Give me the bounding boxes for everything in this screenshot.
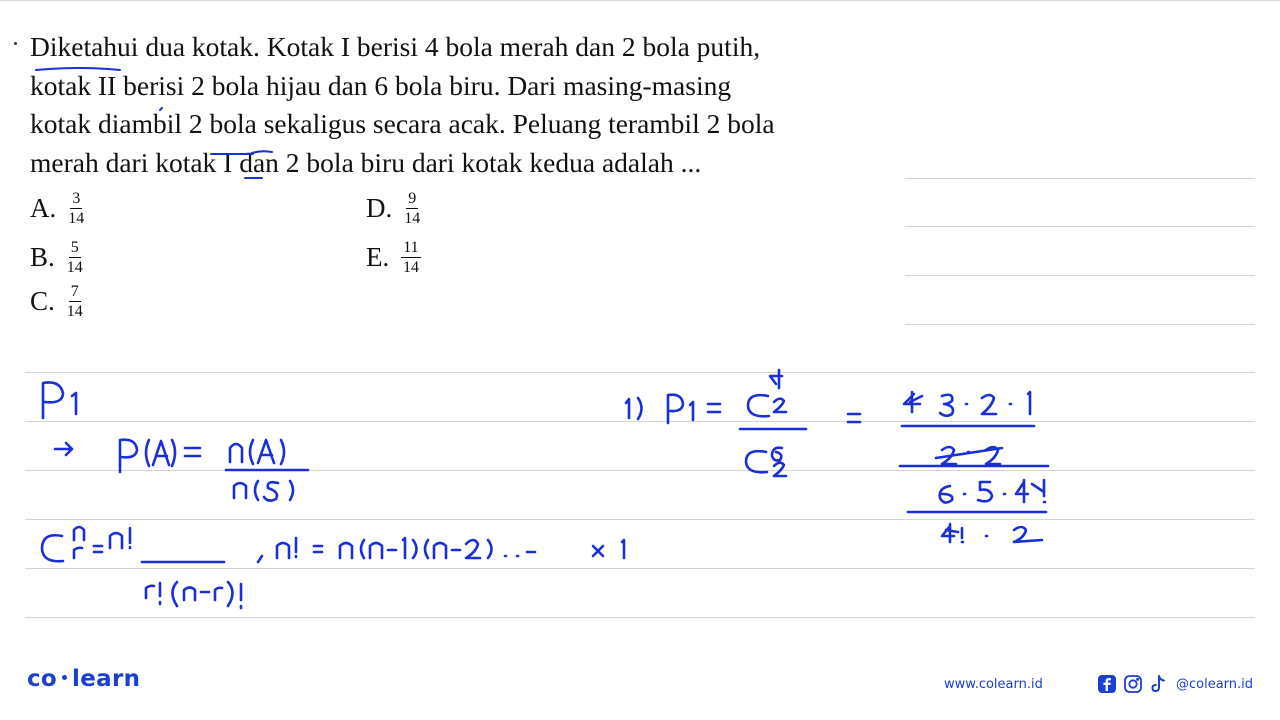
option-letter: B.	[30, 242, 55, 272]
fraction-denominator: 14	[402, 259, 419, 276]
underline-marks	[36, 68, 272, 178]
fraction-numerator: 9	[408, 190, 417, 207]
website-link[interactable]: www.colearn.id	[944, 677, 1043, 692]
option-letter: A.	[30, 193, 57, 223]
question-line-3: kotak diambil 2 bola sekaligus secara acak. Peluang terambil 2 bola	[30, 108, 775, 139]
handwritten-p1-label	[43, 382, 76, 418]
option-letter: C.	[30, 286, 55, 316]
question-line-1: Diketahui dua kotak. Kotak I berisi 4 bola merah dan 2 bola putih,	[30, 31, 761, 62]
handwritten-right-fraction	[900, 392, 1048, 542]
handwritten-step-1	[626, 370, 860, 476]
option-letter: D.	[366, 193, 393, 223]
facebook-icon[interactable]	[1097, 674, 1117, 694]
fraction-numerator: 11	[403, 239, 419, 256]
social-links	[1097, 674, 1253, 694]
logo-text-co: co	[27, 666, 58, 692]
question-line-2: kotak II berisi 2 bola hijau dan 6 bola biru. Dari masing-masing	[30, 69, 732, 101]
fraction-numerator: 3	[72, 190, 81, 207]
fraction-numerator: 7	[70, 283, 79, 300]
fraction-denominator: 14	[66, 259, 83, 276]
fraction-denominator: 14	[68, 210, 85, 227]
handwritten-combination-formula	[42, 527, 624, 608]
fraction-denominator: 14	[66, 303, 83, 320]
colearn-logo[interactable]	[27, 666, 140, 692]
fraction-denominator: 14	[404, 210, 421, 227]
logo-text-learn: learn	[72, 666, 141, 692]
instagram-icon[interactable]	[1123, 674, 1143, 694]
tiktok-icon[interactable]	[1149, 674, 1167, 694]
question-line-4: merah dari kotak I dan 2 bola biru dari kotak kedua adalah ...	[30, 146, 702, 178]
social-handle[interactable]: @colearn.id	[1176, 676, 1254, 692]
handwritten-probability-formula	[55, 440, 308, 501]
logo-dot	[62, 675, 67, 680]
fraction-numerator: 5	[70, 239, 79, 256]
option-letter: E.	[366, 242, 390, 272]
